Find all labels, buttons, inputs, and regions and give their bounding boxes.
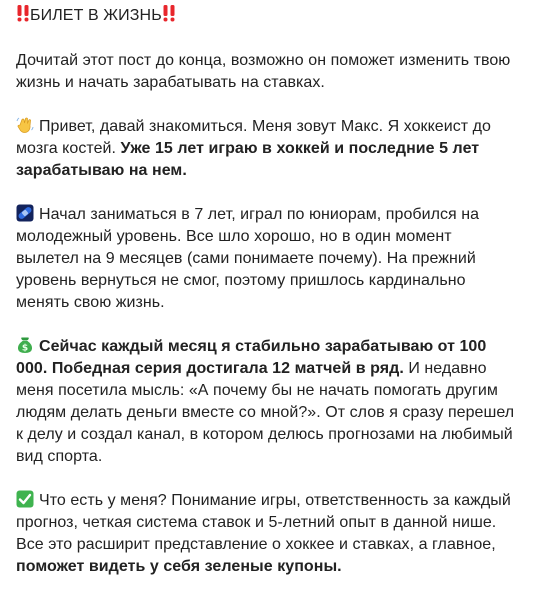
waving-hand-icon [16, 116, 34, 134]
story-text: Начал заниматься в 7 лет, играл по юниорам, пробился на молодежный уровень. Все шло хорошо, но в один момент вылетел на 9 месяцев (сами понимаете почему). На прежний уровень вернуться не смог, поэтому пришлось кардинально менять свою жизнь. [16, 206, 480, 311]
intro-paragraph: Дочитай этот пост до конца, возможно он поможет изменить твою жизнь и начать зарабатывать на ставках. [16, 52, 511, 91]
double-exclamation-icon [16, 4, 30, 22]
double-exclamation-icon [162, 4, 176, 22]
svg-text:$: $ [21, 343, 29, 354]
earnings-paragraph [16, 336, 519, 468]
about-paragraph [16, 116, 519, 182]
about-text: Привет, давай знакомиться. Меня зовут Макс. Я хоккеист до мозга костей. [16, 118, 492, 157]
offer-text: Что есть у меня? Понимание игры, ответственность за каждый прогноз, четкая система ставок и 5-летний опыт в данной нише. Все это расширит представление о хоккее и ставках, а главное, [16, 492, 511, 553]
offer-highlight: поможет видеть у себя зеленые купоны. [16, 558, 342, 575]
story-paragraph [16, 204, 519, 314]
blue-bandage-icon [16, 204, 34, 222]
earnings-highlight: Сейчас каждый месяц я стабильно зарабатываю от 100 000. Победная серия достигала 12 матчей в ряд. [16, 338, 487, 377]
earnings-text: И недавно меня посетила мысль: «А почему бы не начать помогать другим людям делать деньги вместе со мной?». От слов я сразу перешел к делу и создал канал, в котором делюсь прогнозами на любимый вид спорта. [16, 360, 515, 465]
offer-paragraph [16, 490, 519, 578]
post-title: БИЛЕТ В ЖИЗНЬ [30, 7, 162, 24]
money-bag-icon [16, 336, 34, 354]
about-highlight: Уже 15 лет играю в хоккей и последние 5 лет зарабатываю на нем. [16, 140, 480, 179]
green-check-icon [16, 490, 34, 508]
post-title-line [16, 4, 519, 27]
